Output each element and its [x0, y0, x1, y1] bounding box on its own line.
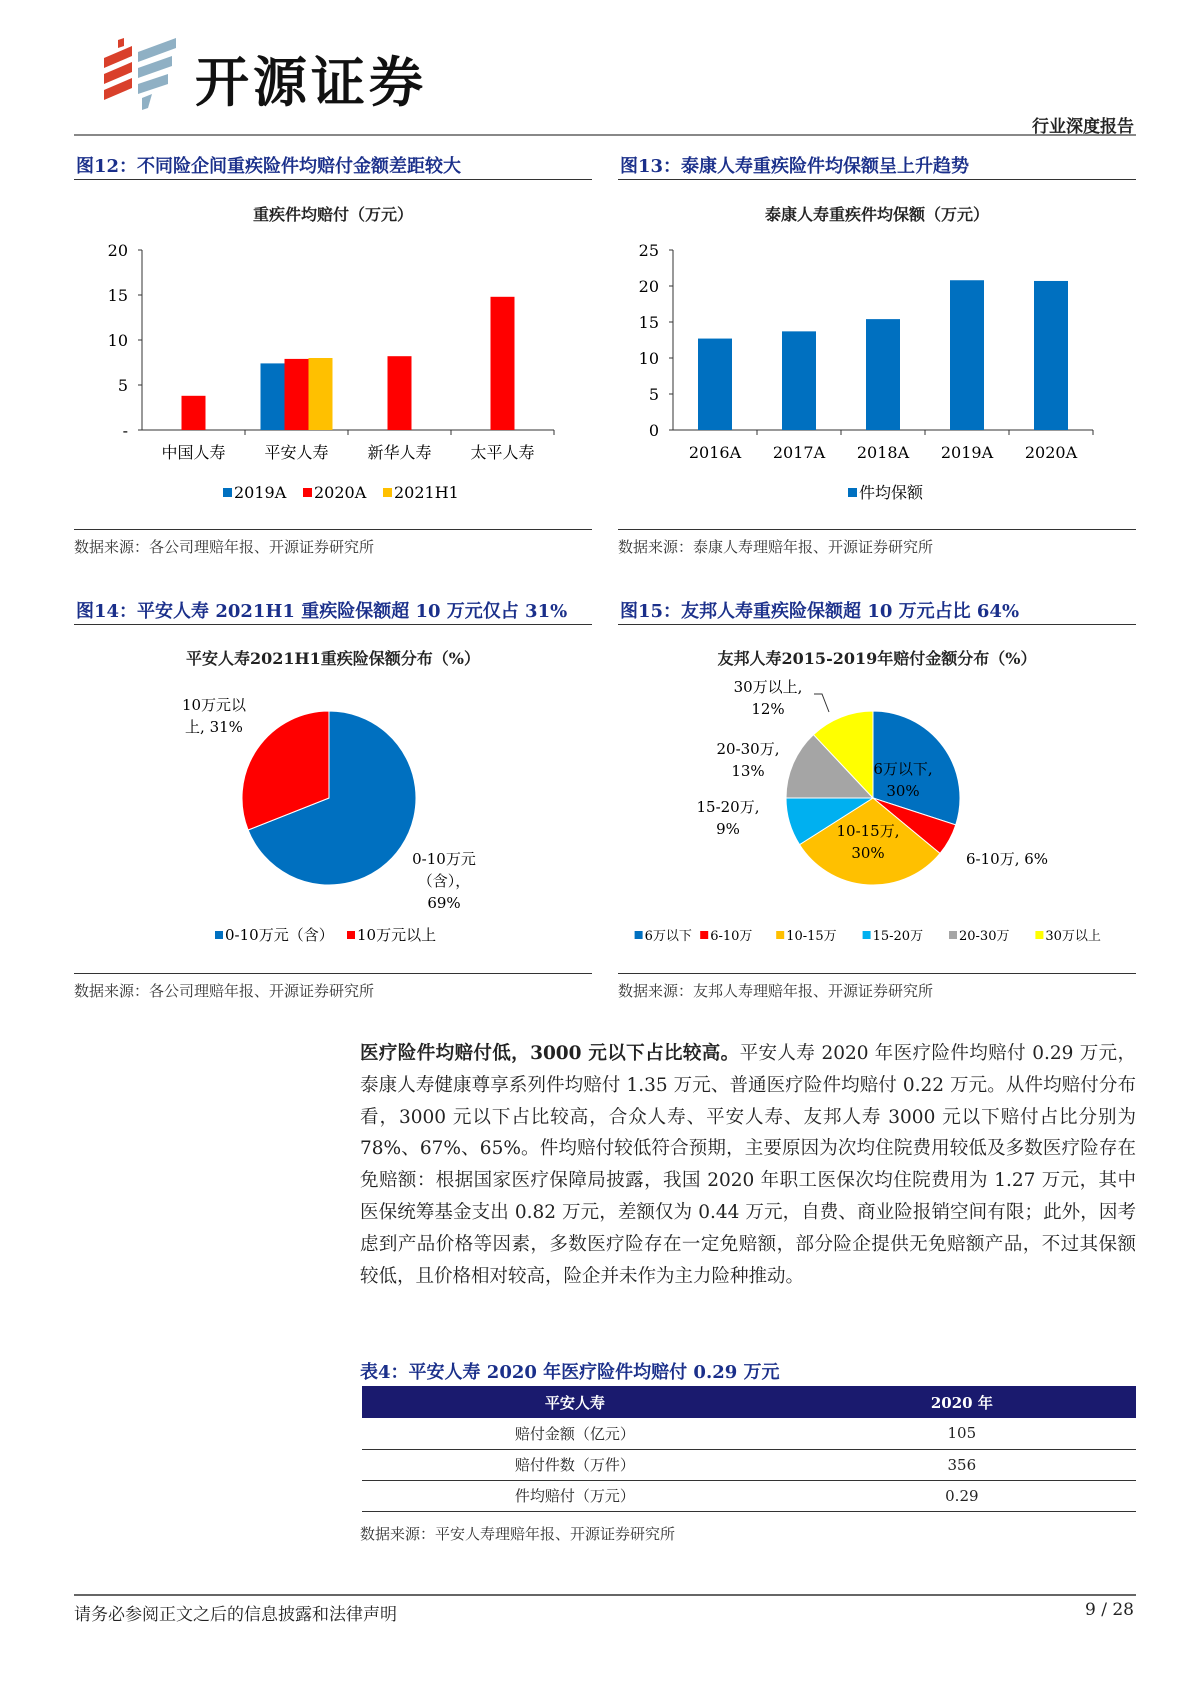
x-tick-label: 2017A — [772, 443, 826, 462]
table-header: 2020 年 — [788, 1386, 1136, 1418]
legend-label: 20-30万 — [959, 929, 1010, 944]
legend-swatch — [848, 488, 857, 497]
y-tick-label: 15 — [638, 313, 659, 332]
y-tick-label: 0 — [648, 421, 659, 440]
legend-label: 2020A — [314, 483, 367, 502]
table-cell: 赔付金额（亿元） — [362, 1418, 788, 1449]
fig13-source: 数据来源：泰康人寿理赔年报、开源证券研究所 — [618, 538, 934, 556]
table-row — [362, 1418, 1136, 1449]
legend-swatch — [347, 931, 355, 939]
legend-swatch — [303, 488, 312, 497]
legend-label: 件均保额 — [859, 483, 924, 502]
slice-label: 6-10万, 6% — [966, 850, 1049, 868]
slice-label: （含）， — [417, 872, 471, 890]
legend-swatch — [1035, 931, 1043, 939]
chart-title: 友邦人寿2015-2019年赔付金额分布（%） — [717, 649, 1037, 668]
paragraph-text: 平安人寿 2020 年医疗险件均赔付 0.29 万元，泰康人寿健康尊享系列件均赔付 1.35 万元、普通医疗险件均赔付 0.22 万元。从件均赔付分布看，3000 元以下占比较高，合众人寿、平安人寿、友邦人寿 3000 元以下赔付占比分别为 78%、67%、65%。件均赔付较低符合预期，主要原因为次均住院费用较低及多数医疗险存在免赔额：根据国家医疗保障局披露，我国 2020 年职工医保次均住院费用为 1.27 万元，其中医保统筹基金支出 0.82 万元，差额仅为 0.44 万元，自费、商业险报销空间有限；此外，因考虑到产品价格等因素，多数医疗险存在一定免赔额，部分险企提供无免赔额产品，不过其保额较低，且价格相对较高，险企并未作为主力险种推动。 — [360, 1043, 1137, 1287]
bar-2020A — [491, 297, 515, 430]
slice-label: 12% — [751, 700, 785, 718]
fig14-pie-chart — [74, 672, 592, 962]
y-tick-label: 25 — [638, 241, 659, 260]
y-tick-label: 10 — [107, 331, 128, 350]
fig12-bar-chart — [74, 230, 592, 510]
x-tick-label: 2020A — [1024, 443, 1078, 462]
x-tick-label: 中国人寿 — [161, 443, 226, 462]
table-cell: 105 — [788, 1418, 1136, 1449]
y-tick-label: 20 — [107, 241, 128, 260]
legend-label: 6万以下 — [644, 929, 692, 944]
legend-swatch — [635, 931, 643, 939]
y-tick-label: 20 — [638, 277, 659, 296]
x-tick-label: 2019A — [940, 443, 994, 462]
x-tick-label: 2018A — [856, 443, 910, 462]
fig14-source: 数据来源：各公司理赔年报、开源证券研究所 — [74, 982, 375, 1000]
page-number: 9 / 28 — [1085, 1600, 1134, 1620]
legend-label: 2019A — [234, 483, 287, 502]
legend-label: 6-10万 — [710, 929, 753, 944]
body-paragraph — [360, 1038, 1136, 1292]
slice-label: 20-30万, — [716, 740, 780, 758]
divider — [618, 973, 1136, 974]
slice-label: 13% — [731, 762, 765, 780]
legend-label: 0-10万元（含） — [225, 926, 334, 944]
legend-swatch — [383, 488, 392, 497]
slice-label: 9% — [716, 820, 740, 838]
y-tick-label: 10 — [638, 349, 659, 368]
fig13-title: 图13：泰康人寿重疾险件均保额呈上升趋势 — [620, 156, 970, 177]
divider — [74, 624, 592, 625]
legend-label: 30万以上 — [1045, 929, 1101, 944]
divider — [618, 529, 1136, 530]
legend-label: 10万元以上 — [357, 926, 437, 944]
footer-disclaimer: 请务必参阅正文之后的信息披露和法律声明 — [74, 1605, 397, 1625]
fig15-source: 数据来源：友邦人寿理赔年报、开源证券研究所 — [618, 982, 934, 1000]
bar-2020A — [388, 356, 412, 430]
table-cell: 356 — [788, 1449, 1136, 1480]
legend-swatch — [949, 931, 957, 939]
legend-swatch — [700, 931, 708, 939]
divider — [74, 973, 592, 974]
table-cell: 0.29 — [788, 1480, 1136, 1511]
slice-label: 15-20万, — [696, 798, 760, 816]
table4-title: 表4：平安人寿 2020 年医疗险件均赔付 0.29 万元 — [360, 1362, 780, 1383]
bar-2020A — [182, 396, 206, 430]
bar-件均保额 — [1034, 281, 1068, 430]
slice-label: 30万以上, — [733, 678, 803, 696]
bar-2020A — [285, 359, 309, 430]
slice-label: 上, 31% — [185, 718, 243, 736]
bar-件均保额 — [698, 339, 732, 430]
slice-label: 69% — [427, 894, 461, 912]
y-tick-label: 15 — [107, 286, 128, 305]
claims-table — [362, 1386, 1136, 1512]
legend-label: 2021H1 — [394, 483, 459, 502]
slice-label: 0-10万元 — [412, 850, 476, 868]
x-tick-label: 2016A — [688, 443, 742, 462]
footer-divider — [74, 1594, 1136, 1596]
y-tick-label: 5 — [648, 385, 659, 404]
slice-label: 30% — [886, 782, 920, 800]
divider — [74, 179, 592, 180]
y-tick-label: 5 — [117, 376, 128, 395]
legend-swatch — [223, 488, 232, 497]
paragraph-lead: 医疗险件均赔付低，3000 元以下占比较高。 — [360, 1043, 740, 1064]
bar-件均保额 — [866, 319, 900, 430]
brand-logo-icon — [98, 38, 180, 110]
leader-line — [814, 694, 829, 712]
table4-source: 数据来源：平安人寿理赔年报、开源证券研究所 — [360, 1525, 676, 1543]
x-tick-label: 太平人寿 — [470, 443, 535, 462]
legend-swatch — [776, 931, 784, 939]
x-tick-label: 新华人寿 — [367, 443, 432, 462]
divider — [618, 179, 1136, 180]
fig12-title: 图12：不同险企间重疾险件均赔付金额差距较大 — [76, 156, 462, 177]
slice-label: 10-15万, — [836, 822, 900, 840]
fig12-source: 数据来源：各公司理赔年报、开源证券研究所 — [74, 538, 375, 556]
fig13-bar-chart — [618, 230, 1136, 510]
slice-label: 10万元以 — [181, 696, 247, 714]
fig15-pie-chart — [618, 672, 1136, 962]
bar-件均保额 — [950, 280, 984, 430]
legend-swatch — [215, 931, 223, 939]
table-cell: 件均赔付（万元） — [362, 1480, 788, 1511]
y-tick-label: - — [122, 421, 128, 440]
legend-label: 15-20万 — [872, 929, 924, 944]
legend-swatch — [863, 931, 871, 939]
bar-2021H1 — [309, 358, 333, 430]
fig14-title: 图14：平安人寿 2021H1 重疾险保额超 10 万元仅占 31% — [76, 601, 568, 622]
chart-title: 重疾件均赔付（万元） — [252, 205, 413, 224]
chart-title: 泰康人寿重疾件均保额（万元） — [764, 205, 989, 224]
slice-label: 6万以下, — [873, 760, 933, 778]
fig15-title: 图15：友邦人寿重疾险保额超 10 万元占比 64% — [620, 601, 1020, 622]
x-tick-label: 平安人寿 — [264, 443, 329, 462]
divider — [618, 624, 1136, 625]
report-type: 行业深度报告 — [1032, 117, 1134, 137]
chart-title: 平安人寿2021H1重疾险保额分布（%） — [186, 649, 480, 668]
table-header-row — [362, 1386, 1136, 1418]
bar-件均保额 — [782, 331, 816, 430]
table-row — [362, 1449, 1136, 1480]
bar-2019A — [261, 363, 285, 430]
table-row — [362, 1480, 1136, 1511]
slice-label: 30% — [851, 844, 885, 862]
brand-name: 开源证券 — [195, 51, 427, 114]
table-cell: 赔付件数（万件） — [362, 1449, 788, 1480]
header-divider — [74, 134, 1136, 136]
table-header: 平安人寿 — [362, 1386, 788, 1418]
legend-label: 10-15万 — [786, 929, 837, 944]
divider — [74, 529, 592, 530]
